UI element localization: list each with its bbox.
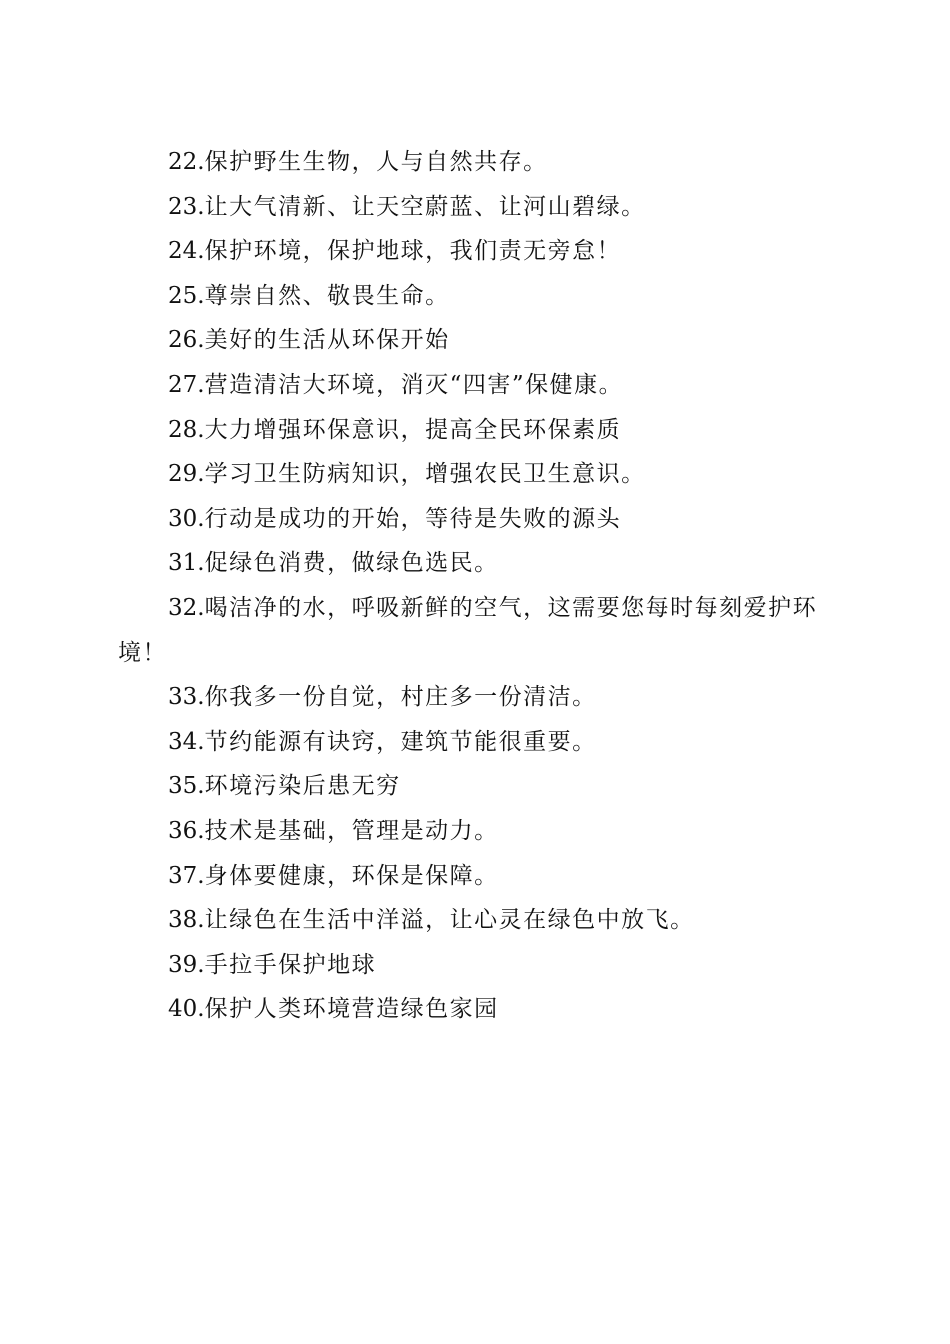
slogan-list (118, 140, 838, 1032)
item-number: 31. (168, 550, 205, 577)
item-number: 25. (168, 282, 205, 309)
list-item (118, 408, 838, 453)
item-text: 保护人类环境营造绿色家园 (204, 996, 499, 1023)
item-number: 24. (168, 238, 205, 265)
list-item (118, 764, 838, 809)
item-text: 节约能源有诀窍，建筑节能很重要。 (204, 728, 597, 755)
item-number: 27. (168, 371, 205, 398)
item-text: 喝洁净的水，呼吸新鲜的空气，这需要您每时每刻爱护环境！ (118, 594, 818, 666)
item-number: 37. (168, 862, 205, 889)
list-item (118, 854, 838, 899)
list-item (118, 318, 838, 363)
item-number: 36. (168, 817, 205, 844)
list-item (118, 943, 838, 988)
item-text: 让绿色在生活中洋溢，让心灵在绿色中放飞。 (204, 907, 695, 934)
item-text: 保护环境，保护地球，我们责无旁怠！ (204, 238, 622, 265)
item-text: 学习卫生防病知识，增强农民卫生意识。 (204, 461, 646, 488)
item-number: 32. (168, 594, 205, 621)
list-item (118, 541, 838, 586)
item-number: 35. (168, 773, 205, 800)
item-text: 尊崇自然、敬畏生命。 (204, 282, 450, 309)
item-number: 33. (168, 684, 205, 711)
item-text: 技术是基础，管理是动力。 (204, 817, 499, 844)
item-text: 保护野生生物，人与自然共存。 (204, 149, 548, 175)
item-text: 大力增强环保意识，提高全民环保素质 (204, 416, 622, 443)
item-number: 29. (168, 461, 205, 488)
item-text: 手拉手保护地球 (204, 951, 377, 978)
list-item (118, 140, 838, 185)
list-item (118, 720, 838, 765)
item-number: 40. (168, 996, 205, 1023)
list-item (118, 586, 838, 675)
item-number: 34. (168, 728, 205, 755)
item-number: 28. (168, 416, 205, 443)
item-text: 身体要健康，环保是保障。 (204, 862, 499, 889)
item-text: 行动是成功的开始，等待是失败的源头 (204, 505, 622, 532)
list-item (118, 898, 838, 943)
list-item (118, 987, 838, 1032)
list-item (118, 274, 838, 319)
item-text: 促绿色消费，做绿色选民。 (204, 550, 499, 577)
item-text: 让大气清新、让天空蔚蓝、让河山碧绿。 (204, 193, 646, 220)
item-number: 23. (168, 193, 205, 220)
list-item (118, 363, 838, 408)
list-item (118, 675, 838, 720)
list-item (118, 452, 838, 497)
item-text: 美好的生活从环保开始 (204, 327, 450, 354)
item-number: 38. (168, 907, 205, 934)
list-item (118, 809, 838, 854)
item-text: 你我多一份自觉，村庄多一份清洁。 (204, 684, 597, 711)
list-item (118, 185, 838, 230)
list-item (118, 497, 838, 542)
item-number: 26. (168, 327, 205, 354)
item-text: 营造清洁大环境，消灭“四害”保健康。 (204, 371, 624, 398)
list-item (118, 229, 838, 274)
item-number: 22. (168, 149, 205, 175)
item-number: 30. (168, 505, 205, 532)
item-text: 环境污染后患无穷 (204, 773, 401, 800)
item-number: 39. (168, 951, 205, 978)
